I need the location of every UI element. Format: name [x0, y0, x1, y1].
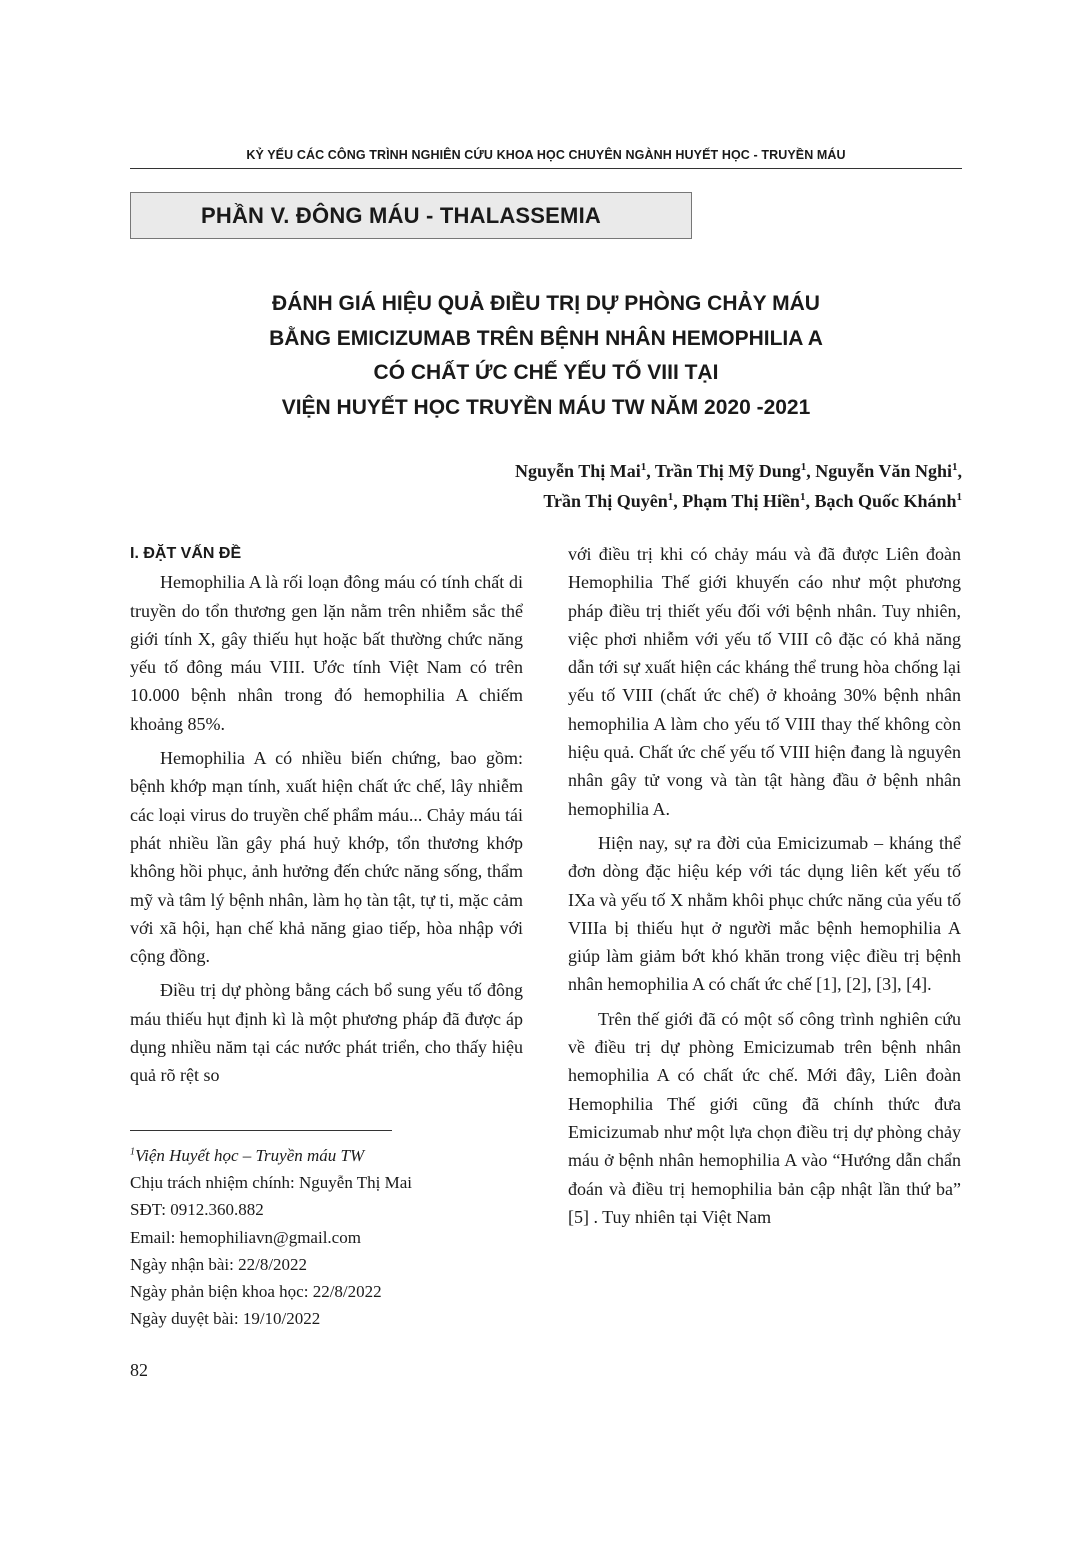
author-line-2 [400, 486, 962, 516]
affiliation-text: Viện Huyết học – Truyền máu TW [135, 1146, 365, 1165]
footnote-line: Ngày duyệt bài: 19/10/2022 [130, 1309, 321, 1329]
body-paragraph: với điều trị khi có chảy máu và đã được Liên đoàn Hemophilia Thế giới khuyến cáo như một phương pháp điều trị thiết yếu đối với bệnh nhân. Tuy nhiên, việc phơi nhiễm với yếu tố VIII cô đặc có khả năng dẫn tới sự xuất hiện các kháng thể trung hòa chống lại yếu tố VIII (chất ức chế) ở khoảng 30% bệnh nhân hemophilia A làm cho yếu tố VIII thay thế không còn hiệu quả. Chất ức chế yếu tố VIII hiện đang là nguyên nhân gây tử vong và tàn tật hàng đầu ở bệnh nhân hemophilia A. [568, 544, 961, 819]
body-paragraph: Trên thế giới đã có một số công trình nghiên cứu về điều trị dự phòng Emicizumab trên bệnh nhân hemophilia A có chất ức chế. Mới đây, Liên đoàn Hemophilia Thế giới cũng đã chính thức đưa Emicizumab như một lựa chọn điều trị dự phòng chảy máu ở bệnh nhân hemophilia A vào “Hướng dẫn chẩn đoán và điều trị hemophilia bản cập nhật lần thứ ba” [5] . Tuy nhiên tại Việt Nam [568, 1008, 961, 1227]
author-name: Trần Thị Mỹ Dung [654, 461, 801, 481]
author-name: Nguyễn Văn Nghi [815, 461, 952, 481]
right-column [568, 540, 961, 1231]
body-paragraph: Hiện nay, sự ra đời của Emicizumab – kháng thể đơn dòng đặc hiệu kép với tác dụng liên kết yếu tố IXa và yếu tố X nhằm khôi phục chức năng của yếu tố VIIIa bị thiếu hụt ở người mắc bệnh hemophilia A giúp làm giảm bớt khó khăn trong việc điều trị bệnh nhân hemophilia A có chất ức chế [1], [2], [3], [4]. [568, 832, 961, 995]
header-rule [130, 168, 962, 169]
author-separator: , [805, 491, 815, 511]
title-line: ĐÁNH GIÁ HIỆU QUẢ ĐIỀU TRỊ DỰ PHÒNG CHẢY MÁU [272, 292, 820, 315]
author-affiliation-mark: 1 [640, 461, 647, 473]
body-paragraph: Hemophilia A có nhiều biến chứng, bao gồm: bệnh khớp mạn tính, xuất hiện chất ức chế, lây nhiễm các loại virus do truyền chế phẩm máu... Chảy máu tái phát nhiều lần gây phá huỷ khớp, tổn thương khớp không hồi phục, ảnh hưởng đến chức năng sống, thẩm mỹ và tâm lý bệnh nhân, làm họ tàn tật, tự ti, mặc cảm với xã hội, hạn chế khả năng giao tiếp, hòa nhập với cộng đồng. [130, 748, 523, 967]
section-label: PHẦN V. ĐÔNG MÁU - THALASSEMIA [201, 202, 601, 228]
author-name: Phạm Thị Hiền [682, 491, 800, 511]
footnote-line: SĐT: 0912.360.882 [130, 1200, 264, 1220]
footnote-affiliation [130, 1142, 523, 1169]
body-paragraph: Điều trị dự phòng bằng cách bổ sung yếu tố đông máu thiếu hụt định kì là một phương pháp đã được áp dụng nhiều năm tại các nước phát triển, cho thấy hiệu quả rõ rệt so [130, 980, 523, 1086]
body-paragraph: Hemophilia A là rối loạn đông máu có tính chất di truyền do tổn thương gen lặn nằm trên nhiễm sắc thể giới tính X, gây thiếu hụt hoặc bất thường chức năng yếu tố đông máu VIII. Ước tính Việt Nam có trên 10.000 bệnh nhân trong đó hemophilia A chiếm khoảng 85%. [130, 572, 523, 734]
author-separator: , [646, 461, 655, 481]
affiliation-mark: 1 [130, 1146, 135, 1158]
footnote-line: Chịu trách nhiệm chính: Nguyễn Thị Mai [130, 1173, 413, 1193]
article-title [130, 287, 962, 425]
left-column [130, 540, 523, 1090]
author-affiliation-mark: 1 [800, 461, 807, 473]
author-list [400, 456, 962, 516]
author-affiliation-mark: 1 [956, 491, 962, 503]
title-line: BẰNG EMICIZUMAB TRÊN BỆNH NHÂN HEMOPHILIA A [269, 326, 823, 350]
author-separator: , [673, 491, 683, 511]
section-heading: I. ĐẶT VẤN ĐỀ [130, 545, 242, 562]
section-label-box [130, 192, 692, 239]
author-affiliation-mark: 1 [667, 491, 674, 503]
author-affiliation-mark: 1 [799, 491, 806, 503]
footnote-line: Ngày nhận bài: 22/8/2022 [130, 1254, 308, 1274]
footnote-rule [130, 1130, 392, 1131]
footnote-line: Ngày phản biện khoa học: 22/8/2022 [130, 1282, 382, 1302]
title-line: CÓ CHẤT ỨC CHẾ YẾU TỐ VIII TẠI [373, 361, 719, 384]
author-affiliation-mark: 1 [952, 461, 958, 473]
page-number: 82 [130, 1360, 148, 1380]
author-name: Trần Thị Quyên [543, 491, 668, 511]
running-header: KỶ YẾU CÁC CÔNG TRÌNH NGHIÊN CỨU KHOA HỌC CHUYÊN NGÀNH HUYẾT HỌC - TRUYỀN MÁU [246, 148, 846, 162]
title-line: VIỆN HUYẾT HỌC TRUYỀN MÁU TW NĂM 2020 -2021 [281, 395, 811, 419]
author-separator: , [806, 461, 816, 481]
author-name: Bạch Quốc Khánh [814, 491, 957, 511]
footnotes [130, 1142, 523, 1332]
author-name: Nguyễn Thị Mai [515, 461, 641, 481]
footnote-line: Email: hemophiliavn@gmail.com [130, 1227, 361, 1247]
author-line-1 [400, 456, 962, 486]
author-separator: , [957, 461, 962, 481]
